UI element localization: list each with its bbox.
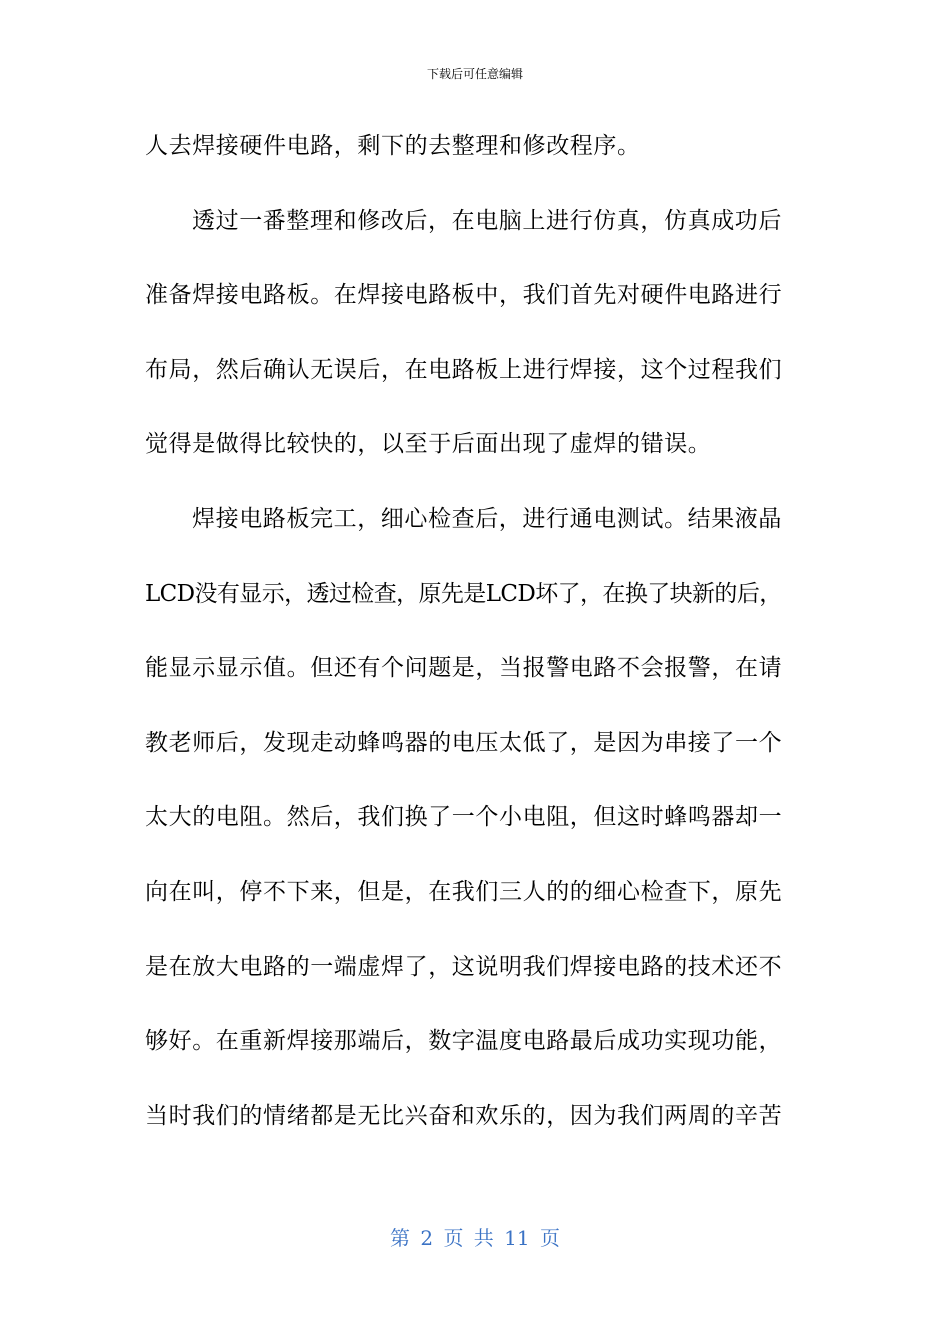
document-body — [145, 124, 805, 1168]
text-line: 透过一番整理和修改后，在电脑上进行仿真，仿真成功后 — [192, 207, 782, 234]
text-line: 能显示显示值。但还有个问题是，当报警电路不会报警，在请 — [145, 655, 783, 682]
page-number-footer: 第 2 页 共 11 页 — [390, 1226, 560, 1250]
text-line: 当时我们的情绪都是无比兴奋和欢乐的，因为我们两周的辛苦 — [145, 1102, 783, 1129]
text-line: 向在叫，停不下来，但是，在我们三人的的细心检查下，原先 — [145, 878, 783, 905]
text-line: 准备焊接电路板。在焊接电路板中，我们首先对硬件电路进行 — [145, 282, 783, 309]
text-line: LCD没有显示，透过检查，原先是LCD坏了，在换了块新的后， — [145, 580, 782, 607]
text-line: 太大的电阻。然后，我们换了一个小电阻，但这时蜂鸣器却一 — [145, 804, 783, 831]
text-line: 够好。在重新焊接那端后，数字温度电路最后成功实现功能， — [145, 1028, 783, 1055]
text-line: 教老师后，发现走动蜂鸣器的电压太低了，是因为串接了一个 — [145, 729, 783, 756]
page-header: 下载后可任意编辑 — [426, 67, 523, 81]
text-line: 布局，然后确认无误后，在电路板上进行焊接，这个过程我们 — [145, 356, 783, 383]
text-line: 人去焊接硬件电路，剩下的去整理和修改程序。 — [145, 133, 641, 159]
text-line: 觉得是做得比较快的，以至于后面出现了虚焊的错误。 — [145, 431, 712, 458]
text-line: 是在放大电路的一端虚焊了，这说明我们焊接电路的技术还不 — [145, 953, 783, 980]
text-line: 焊接电路板完工，细心检查后，进行通电测试。结果液晶 — [192, 505, 782, 532]
